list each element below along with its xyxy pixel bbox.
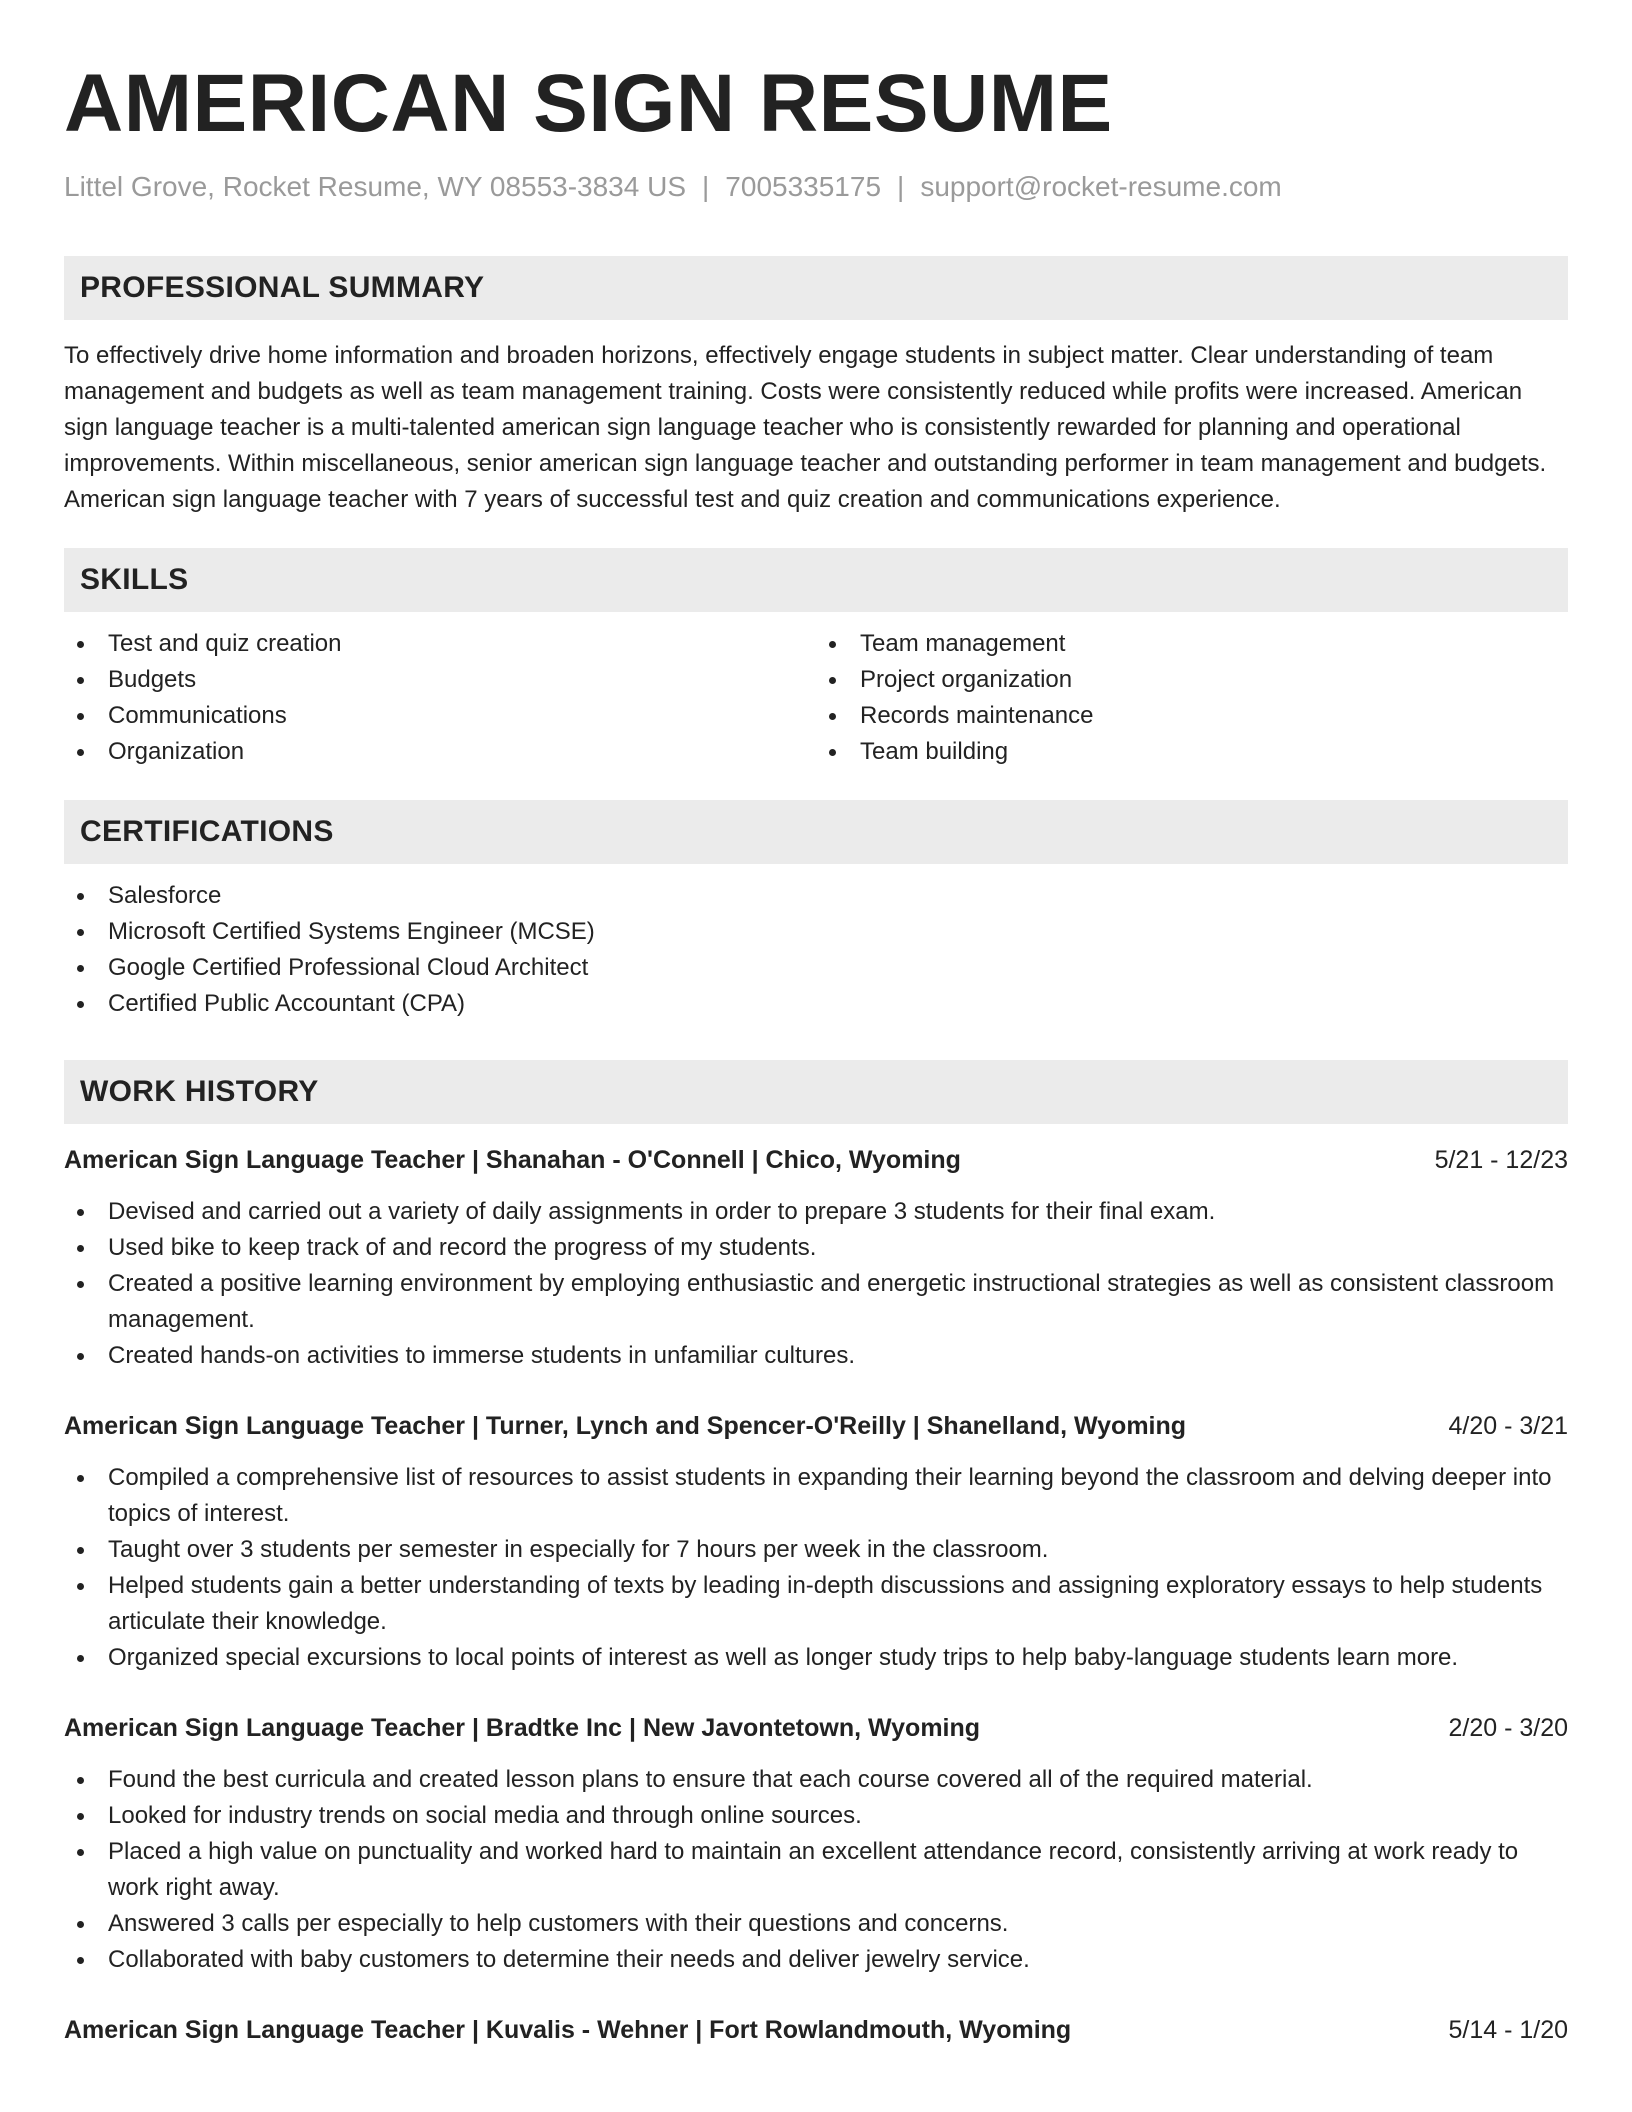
job-duty: Created a positive learning environment by employing enthusiastic and energetic instructional strategies as well as consistent classroom management. bbox=[64, 1266, 1568, 1338]
job-header bbox=[64, 1710, 1568, 1746]
job-header bbox=[64, 2012, 1568, 2048]
certification-item: Certified Public Accountant (CPA) bbox=[64, 986, 1568, 1022]
job-header bbox=[64, 1408, 1568, 1444]
skills-list-left bbox=[64, 626, 816, 770]
skills-list-right bbox=[816, 626, 1568, 770]
skill-item: Organization bbox=[64, 734, 816, 770]
job-duty: Compiled a comprehensive list of resources to assist students in expanding their learning beyond the classroom and delving deeper into topics of interest. bbox=[64, 1460, 1568, 1532]
job-duty: Used bike to keep track of and record the progress of my students. bbox=[64, 1230, 1568, 1266]
job-duty: Helped students gain a better understanding of texts by leading in-depth discussions and assigning exploratory essays to help students articulate their knowledge. bbox=[64, 1568, 1568, 1640]
summary-text: To effectively drive home information and broaden horizons, effectively engage students in subject matter. Clear understanding of team management and budgets as well as team management training. Costs were consistently reduced while profits were increased. American sign language teacher is a multi-talented american sign language teacher who is consistently rewarded for planning and operational improvements. Within miscellaneous, senior american sign language teacher and outstanding performer in team management and budgets. American sign language teacher with 7 years of successful test and quiz creation and communications experience. bbox=[64, 342, 1547, 513]
job-dates: 5/21 - 12/23 bbox=[1434, 1146, 1568, 1174]
job-duty: Looked for industry trends on social media and through online sources. bbox=[64, 1798, 1568, 1834]
job-entry bbox=[64, 1408, 1568, 1676]
job-title: American Sign Language Teacher | Turner, Lynch and Spencer-O'Reilly | Shanelland, Wyoming bbox=[64, 1412, 1187, 1440]
skills-grid bbox=[64, 626, 1568, 770]
job-duty: Organized special excursions to local points of interest as well as longer study trips to help baby-language students learn more. bbox=[64, 1640, 1568, 1676]
contact-separator: | bbox=[702, 171, 710, 202]
skill-item: Team building bbox=[816, 734, 1568, 770]
job-title: American Sign Language Teacher | Bradtke Inc | New Javontetown, Wyoming bbox=[64, 1714, 981, 1742]
skill-item: Team management bbox=[816, 626, 1568, 662]
job-entry bbox=[64, 2012, 1568, 2048]
job-duty: Created hands-on activities to immerse students in unfamiliar cultures. bbox=[64, 1338, 1568, 1374]
job-dates: 5/14 - 1/20 bbox=[1448, 2016, 1568, 2044]
skills-heading: SKILLS bbox=[64, 548, 1568, 612]
job-entry bbox=[64, 1142, 1568, 1374]
skill-item: Project organization bbox=[816, 662, 1568, 698]
contact-separator: | bbox=[897, 171, 905, 202]
job-duties bbox=[64, 1194, 1568, 1374]
job-dates: 4/20 - 3/21 bbox=[1448, 1412, 1568, 1440]
resume-name: AMERICAN SIGN RESUME bbox=[64, 58, 1113, 149]
work-history-heading: WORK HISTORY bbox=[64, 1060, 1568, 1124]
job-header bbox=[64, 1142, 1568, 1178]
job-dates: 2/20 - 3/20 bbox=[1448, 1714, 1568, 1742]
job-duty: Answered 3 calls per especially to help customers with their questions and concerns. bbox=[64, 1906, 1568, 1942]
job-duties bbox=[64, 1460, 1568, 1676]
contact-line bbox=[64, 170, 1568, 204]
certifications-list bbox=[64, 878, 1568, 1022]
job-duty: Found the best curricula and created lesson plans to ensure that each course covered all of the required material. bbox=[64, 1762, 1568, 1798]
job-duties bbox=[64, 1762, 1568, 1978]
job-duty: Taught over 3 students per semester in especially for 7 hours per week in the classroom. bbox=[64, 1532, 1568, 1568]
certification-item: Salesforce bbox=[64, 878, 1568, 914]
skill-item: Records maintenance bbox=[816, 698, 1568, 734]
job-duty: Collaborated with baby customers to determine their needs and deliver jewelry service. bbox=[64, 1942, 1568, 1978]
job-title: American Sign Language Teacher | Kuvalis - Wehner | Fort Rowlandmouth, Wyoming bbox=[64, 2016, 1072, 2044]
job-duty: Placed a high value on punctuality and worked hard to maintain an excellent attendance record, consistently arriving at work ready to work right away. bbox=[64, 1834, 1568, 1906]
job-title: American Sign Language Teacher | Shanahan - O'Connell | Chico, Wyoming bbox=[64, 1146, 961, 1174]
contact-email: support@rocket-resume.com bbox=[920, 171, 1282, 202]
certifications-heading: CERTIFICATIONS bbox=[64, 800, 1568, 864]
certification-item: Google Certified Professional Cloud Architect bbox=[64, 950, 1568, 986]
job-entry bbox=[64, 1710, 1568, 1978]
contact-address: Littel Grove, Rocket Resume, WY 08553-3834 US bbox=[64, 171, 687, 202]
certification-item: Microsoft Certified Systems Engineer (MCSE) bbox=[64, 914, 1568, 950]
job-duty: Devised and carried out a variety of daily assignments in order to prepare 3 students for their final exam. bbox=[64, 1194, 1568, 1230]
contact-phone: 7005335175 bbox=[725, 171, 882, 202]
skill-item: Communications bbox=[64, 698, 816, 734]
summary-heading: PROFESSIONAL SUMMARY bbox=[64, 256, 1568, 320]
skill-item: Budgets bbox=[64, 662, 816, 698]
skill-item: Test and quiz creation bbox=[64, 626, 816, 662]
